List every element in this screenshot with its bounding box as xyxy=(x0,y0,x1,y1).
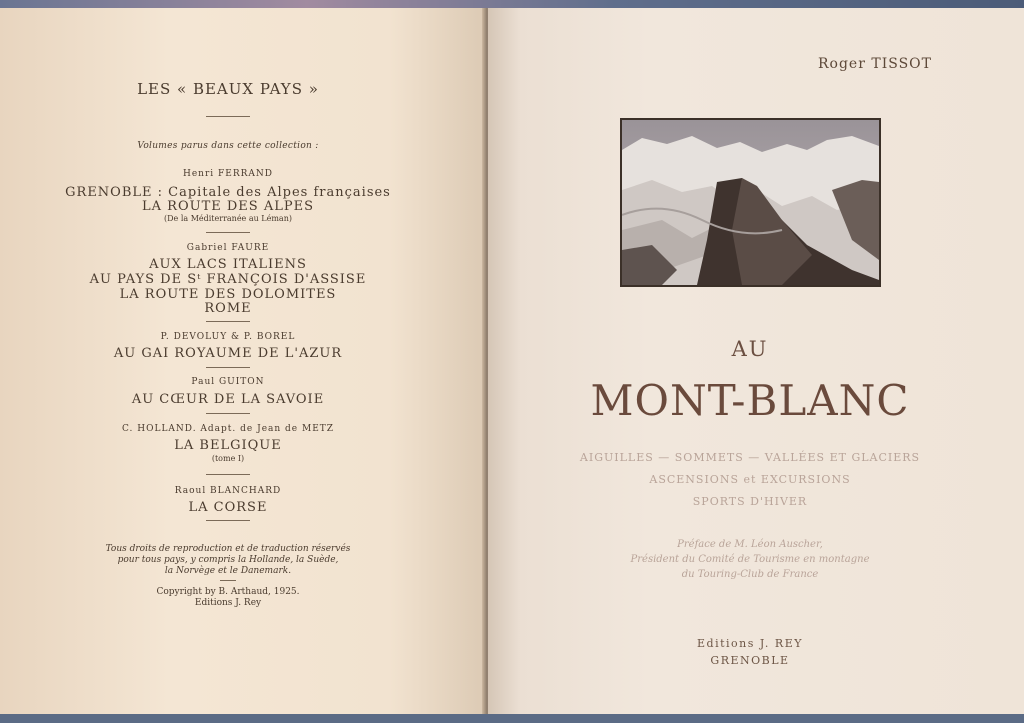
divider xyxy=(206,116,250,117)
subtitle-line: AIGUILLES — SOMMETS — VALLÉES ET GLACIERS xyxy=(579,451,921,464)
preface-line: Président du Comité de Tourisme en montagne xyxy=(630,554,870,565)
author-name: Raoul BLANCHARD xyxy=(174,486,282,496)
divider xyxy=(206,413,250,414)
author-name: Gabriel FAURE xyxy=(186,243,270,253)
book-title: LA BELGIQUE xyxy=(174,438,282,453)
mountain-photo xyxy=(620,118,881,287)
book-subtitle: (De la Méditerranée au Léman) xyxy=(164,214,292,223)
book-title: ROME xyxy=(204,301,252,316)
book-title-main: MONT-BLANC xyxy=(590,376,910,425)
collection-note: Volumes parus dans cette collection : xyxy=(137,141,319,151)
subtitle-line: SPORTS D'HIVER xyxy=(692,495,808,508)
book-title: LA CORSE xyxy=(188,500,268,515)
book-author: Roger TISSOT xyxy=(818,56,932,72)
divider xyxy=(206,520,250,521)
author-name: Paul GUITON xyxy=(191,377,265,387)
series-title: LES « BEAUX PAYS » xyxy=(137,80,319,98)
rights-line: Tous droits de reproduction et de traduction réservés xyxy=(105,544,351,554)
copyright-line: Copyright by B. Arthaud, 1925. xyxy=(156,587,300,597)
title-small: AU xyxy=(731,337,769,361)
preface-line: Préface de M. Léon Auscher, xyxy=(677,539,823,550)
book-title: LA ROUTE DES ALPES xyxy=(142,199,314,214)
book-subtitle: (tome I) xyxy=(211,454,245,463)
rights-line: la Norvège et le Danemark. xyxy=(164,566,292,576)
book-title: AU GAI ROYAUME DE L'AZUR xyxy=(113,346,343,361)
divider xyxy=(206,232,250,233)
book-title: AUX LACS ITALIENS xyxy=(149,257,307,272)
preface-line: du Touring-Club de France xyxy=(681,569,819,580)
author-name: Henri FERRAND xyxy=(183,169,273,179)
book-title: AU PAYS DE Sᵗ FRANÇOIS D'ASSISE xyxy=(89,272,367,287)
publisher: Editions J. REY xyxy=(697,637,803,650)
divider xyxy=(206,474,250,475)
author-name: C. HOLLAND. Adapt. de Jean de METZ xyxy=(121,424,335,434)
author-name: P. DEVOLUY & P. BOREL xyxy=(160,332,296,342)
divider xyxy=(206,367,250,368)
divider xyxy=(206,321,250,322)
subtitle-line: ASCENSIONS et EXCURSIONS xyxy=(649,473,851,486)
book-edge-bottom xyxy=(0,714,1024,723)
rights-line: pour tous pays, y compris la Hollande, la Suède, xyxy=(117,555,339,565)
book-title: GRENOBLE : Capitale des Alpes françaises xyxy=(65,185,391,200)
city: GRENOBLE xyxy=(710,654,790,667)
copyright-line: Editions J. Rey xyxy=(194,598,262,608)
left-page xyxy=(0,8,487,716)
right-page xyxy=(488,8,1024,716)
divider xyxy=(220,580,236,581)
book-title: LA ROUTE DES DOLOMITES xyxy=(119,287,337,302)
book-title: AU CŒUR DE LA SAVOIE xyxy=(131,392,325,407)
mountain-image xyxy=(622,120,879,285)
